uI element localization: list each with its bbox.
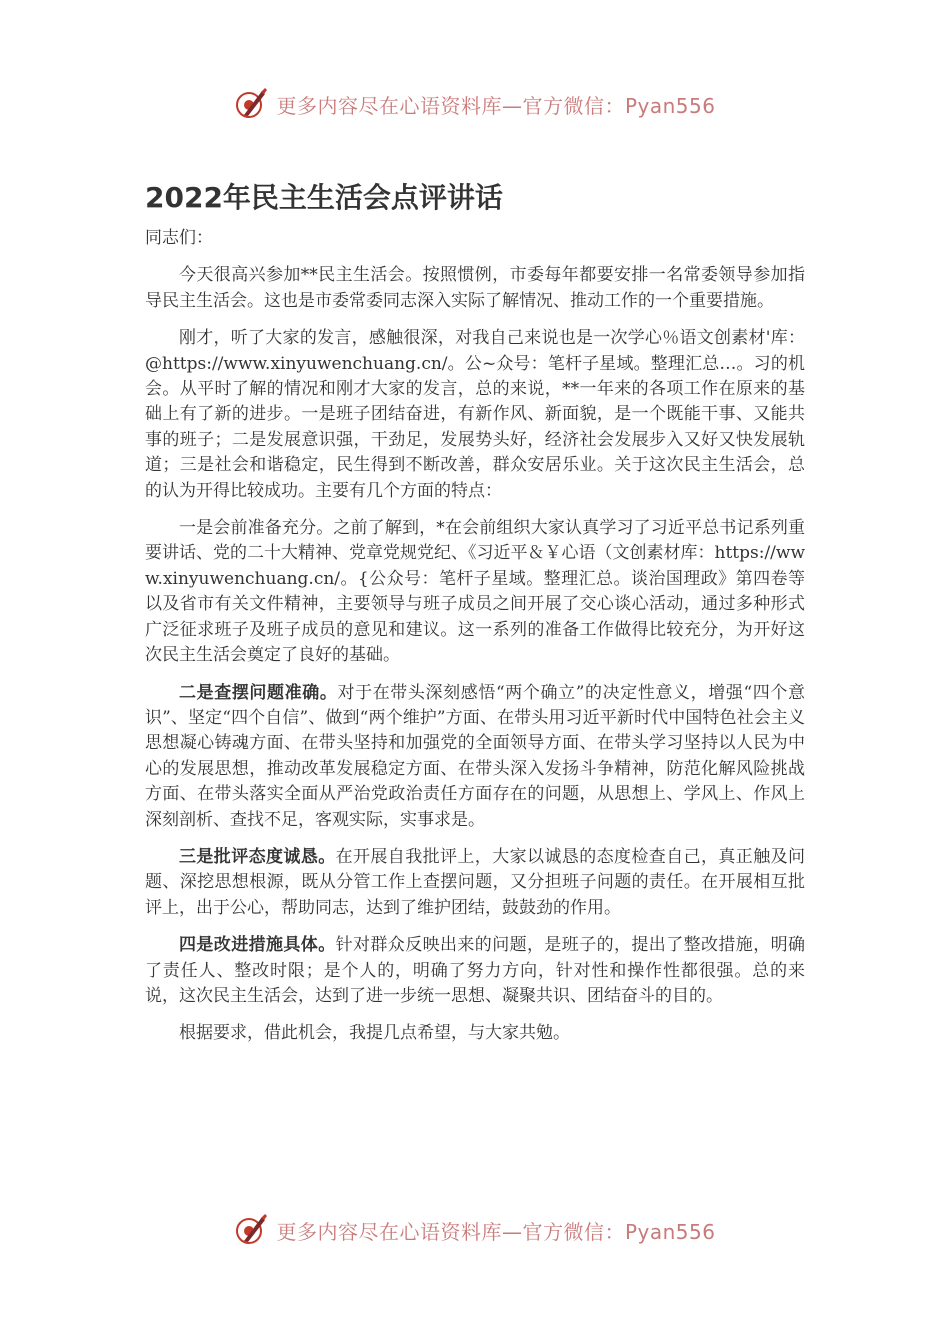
paragraph-1 — [145, 263, 805, 314]
paragraph-text: 根据要求，借此机会，我提几点希望，与大家共勉。 — [179, 1023, 570, 1044]
paragraph-text: 刚才，听了大家的发言，感触很深，对我自己来说也是一次学心％语文创素材'库：@https://www.xinyuwenchuang.cn/。公~众号：笔杆子星域。整理汇总…。习的机会。从平时了解的情况和刚才大家的发言，总的来说，**一年来的各项工作在原来的基础上有了新的进步。一是班子团结奋进，有新作风、新面貌，是一个既能干事、又能共事的班子；二是发展意识强，干劲足，发展势头好，经济社会发展步入又好又快发展轨道；三是社会和谐稳定，民生得到不断改善，群众安居乐业。关于这次民主生活会，总的认为开得比较成功。主要有几个方面的特点： — [145, 328, 805, 501]
greeting: 同志们： — [145, 228, 213, 248]
document-title: 2022年民主生活会点评讲话 — [145, 181, 503, 214]
paragraph-text: 对于在带头深刻感悟“两个确立”的决定性意义，增强“四个意识”、坚定“四个自信”、做到“两个维护”方面、在带头用习近平新时代中国特色社会主义思想凝心铸魂方面、在带头坚持和加强党的全面领导方面、在带头学习坚持以人民为中心的发展思想，推动改革发展稳定方面、在带头深入发扬斗争精神，防范化解风险挑战方面、在带头落实全面从严治党政治责任方面存在的问题，从思想上、学风上、作风上深刻剖析、查找不足，客观实际，实事求是。 — [145, 682, 805, 830]
paragraph-lead: 四是改进措施具体。 — [179, 935, 336, 956]
paragraph-text: 在开展自我批评上，大家以诚恳的态度检查自己，真正触及问题、深挖思想根源，既从分管工作上查摆问题，又分担班子问题的责任。在开展相互批评上，出于公心，帮助同志，达到了维护团结，鼓鼓劲的作用。 — [145, 846, 806, 918]
header-banner — [0, 84, 950, 124]
paragraph-4 — [145, 681, 805, 833]
paragraph-text: 一是会前准备充分。之前了解到，*在会前组织大家认真学习了习近平总书记系列重要讲话、党的二十大精神、党章党规党纪、《习近平＆￥心语（文创素材库：https://www.xinyuwenchuang.cn/。{公众号：笔杆子星域。整理汇总。谈治国理政》第四卷等以及省市有关文件精神，主要领导与班子成员之间开展了交心谈心活动，通过多种形式广泛征求班子及班子成员的意见和建议。这一系列的准备工作做得比较充分，为开好这次民主生活会奠定了良好的基础。 — [145, 518, 806, 666]
paragraph-6 — [145, 933, 805, 1009]
paragraph-text: 今天很高兴参加**民主生活会。按照惯例，市委每年都要安排一名常委领导参加指导民主生活会。这也是市委常委同志深入实际了解情况、推动工作的一个重要措施。 — [145, 265, 805, 311]
footer-banner-text: 更多内容尽在心语资料库—官方微信：Pyan556 — [276, 1219, 716, 1244]
paragraph-7 — [145, 1021, 805, 1046]
header-banner-text: 更多内容尽在心语资料库—官方微信：Pyan556 — [276, 93, 716, 118]
paragraph-5 — [145, 845, 805, 921]
document-body — [145, 226, 805, 1059]
quill-logo-icon — [234, 87, 268, 121]
footer-banner — [0, 1210, 950, 1250]
paragraph-2 — [145, 326, 805, 504]
paragraph-text: 针对群众反映出来的问题，是班子的，提出了整改措施，明确了责任人、整改时限；是个人的，明确了努力方向，针对性和操作性都很强。总的来说，这次民主生活会，达到了进一步统一思想、凝聚共识、团结奋斗的目的。 — [145, 935, 806, 1006]
quill-logo-icon — [234, 1213, 268, 1247]
paragraph-lead: 二是查摆问题准确。 — [179, 682, 338, 703]
paragraph-3 — [145, 516, 805, 668]
paragraph-lead: 三是批评态度诚恳。 — [179, 846, 336, 867]
